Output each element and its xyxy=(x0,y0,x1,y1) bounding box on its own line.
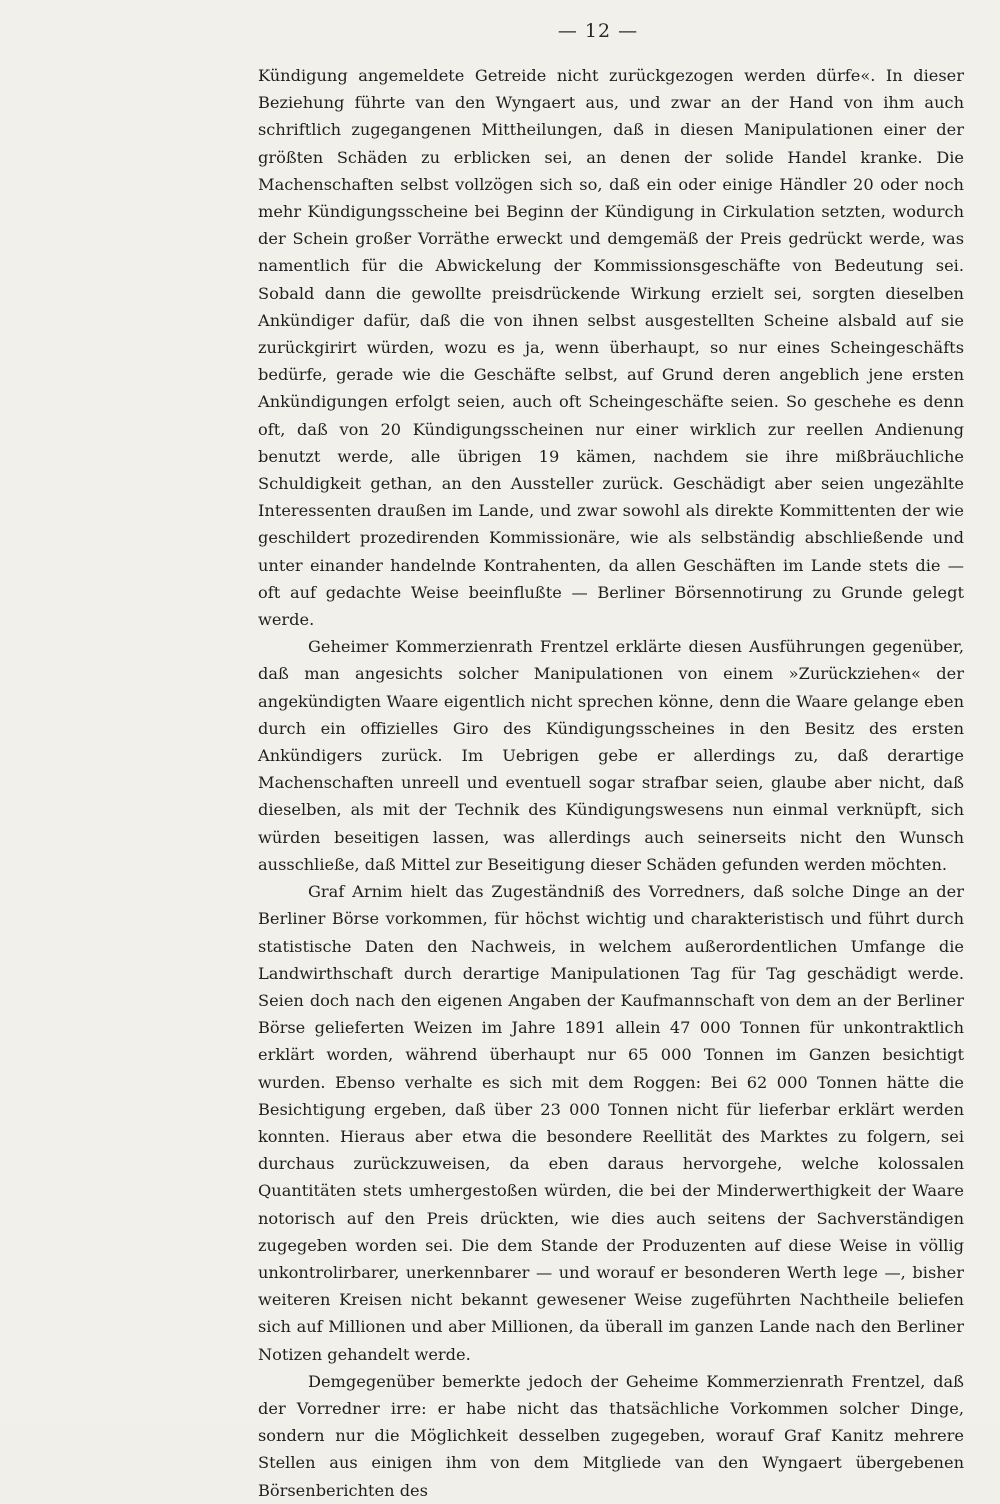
text-body xyxy=(258,62,964,1504)
paragraph: Geheimer Kommerzienrath Frentzel erklärte diesen Ausführungen gegenüber, daß man angesichts solcher Manipulationen von einem »Zurückziehen« der angekündigten Waare eigentlich nicht sprechen könne, denn die Waare gelange eben durch ein offizielles Giro des Kündigungsscheines in den Besitz des ersten Ankündigers zurück. Im Uebrigen gebe er allerdings zu, daß derartige Machenschaften unreell und eventuell sogar strafbar seien, glaube aber nicht, daß dieselben, als mit der Technik des Kündigungswesens nun einmal verknüpft, sich würden beseitigen lassen, was allerdings auch seinerseits nicht den Wunsch ausschließe, daß Mittel zur Beseitigung dieser Schäden gefunden werden möchten. xyxy=(258,637,964,874)
paragraph: Graf Arnim hielt das Zugeständniß des Vorredners, daß solche Dinge an der Berliner Börse vorkommen, für höchst wichtig und charakteristisch und führt durch statistische Daten den Nachweis, in welchem außerordentlichen Umfange die Landwirthschaft durch derartige Manipulationen Tag für Tag geschädigt werde. Seien doch nach den eigenen Angaben der Kaufmannschaft von dem an der Berliner Börse gelieferten Weizen im Jahre 1891 allein 47 000 Tonnen für unkontraktlich erklärt worden, während überhaupt nur 65 000 Tonnen im Ganzen besichtigt wurden. Ebenso verhalte es sich mit dem Roggen: Bei 62 000 Tonnen hätte die Besichtigung ergeben, daß über 23 000 Tonnen nicht für lieferbar erklärt werden konnten. Hieraus aber etwa die besondere Reellität des Marktes zu folgern, sei durchaus zurückzuweisen, da eben daraus hervorgehe, welche kolossalen Quantitäten stets umhergestoßen würden, die bei der Minderwerthigkeit der Waare notorisch auf den Preis drückten, wie dies auch seitens der Sachverständigen zugegeben worden sei. Die dem Stande der Produzenten auf diese Weise in völlig unkontrolirbarer, unerkennbarer — und worauf er besonderen Werth lege —, bisher weiteren Kreisen nicht bekannt gewesener Weise zugeführten Nachtheile beliefen sich auf Millionen und aber Millionen, da überall im ganzen Lande nach den Berliner Notizen gehandelt werde. xyxy=(258,882,964,1364)
page-number: — 12 — xyxy=(557,20,639,42)
paragraph: Kündigung angemeldete Getreide nicht zurückgezogen werden dürfe«. In dieser Beziehung führte van den Wyngaert aus, und zwar an der Hand von ihm auch schriftlich zugegangenen Mittheilungen, daß in diesen Manipulationen einer der größten Schäden zu erblicken sei, an denen der solide Handel kranke. Die Machenschaften selbst vollzögen sich so, daß ein oder einige Händler 20 oder noch mehr Kündigungsscheine bei Beginn der Kündigung in Cirkulation setzten, wodurch der Schein großer Vorräthe erweckt und demgemäß der Preis gedrückt werde, was namentlich für die Abwickelung der Kommissionsgeschäfte von Bedeutung sei. Sobald dann die gewollte preisdrückende Wirkung erzielt sei, sorgten dieselben Ankündiger dafür, daß die von ihnen selbst ausgestellten Scheine alsbald auf sie zurückgirirt würden, wozu es ja, wenn überhaupt, so nur eines Scheingeschäfts bedürfe, gerade wie die Geschäfte selbst, auf Grund deren angeblich jene ersten Ankündigungen erfolgt seien, auch oft Scheingeschäfte seien. So geschehe es denn oft, daß von 20 Kündigungsscheinen nur einer wirklich zur reellen Andienung benutzt werde, alle übrigen 19 kämen, nachdem sie ihre mißbräuchliche Schuldigkeit gethan, an den Aussteller zurück. Geschädigt aber seien ungezählte Interessenten draußen im Lande, und zwar sowohl als direkte Kommittenten der wie geschildert prozedirenden Kommissionäre, wie als selbständig abschließende und unter einander handelnde Kontrahenten, da allen Geschäften im Lande stets die — oft auf gedachte Weise beeinflußte — Berliner Börsennotirung zu Grunde gelegt werde. xyxy=(258,66,964,630)
paragraph: Demgegenüber bemerkte jedoch der Geheime Kommerzienrath Frentzel, daß der Vorredner irre: er habe nicht das thatsächliche Vorkommen solcher Dinge, sondern nur die Möglichkeit desselben zugegeben, worauf Graf Kanitz mehrere Stellen aus einigen ihm von dem Mitgliede van den Wyngaert übergebenen Börsenberichten des xyxy=(258,1371,964,1500)
